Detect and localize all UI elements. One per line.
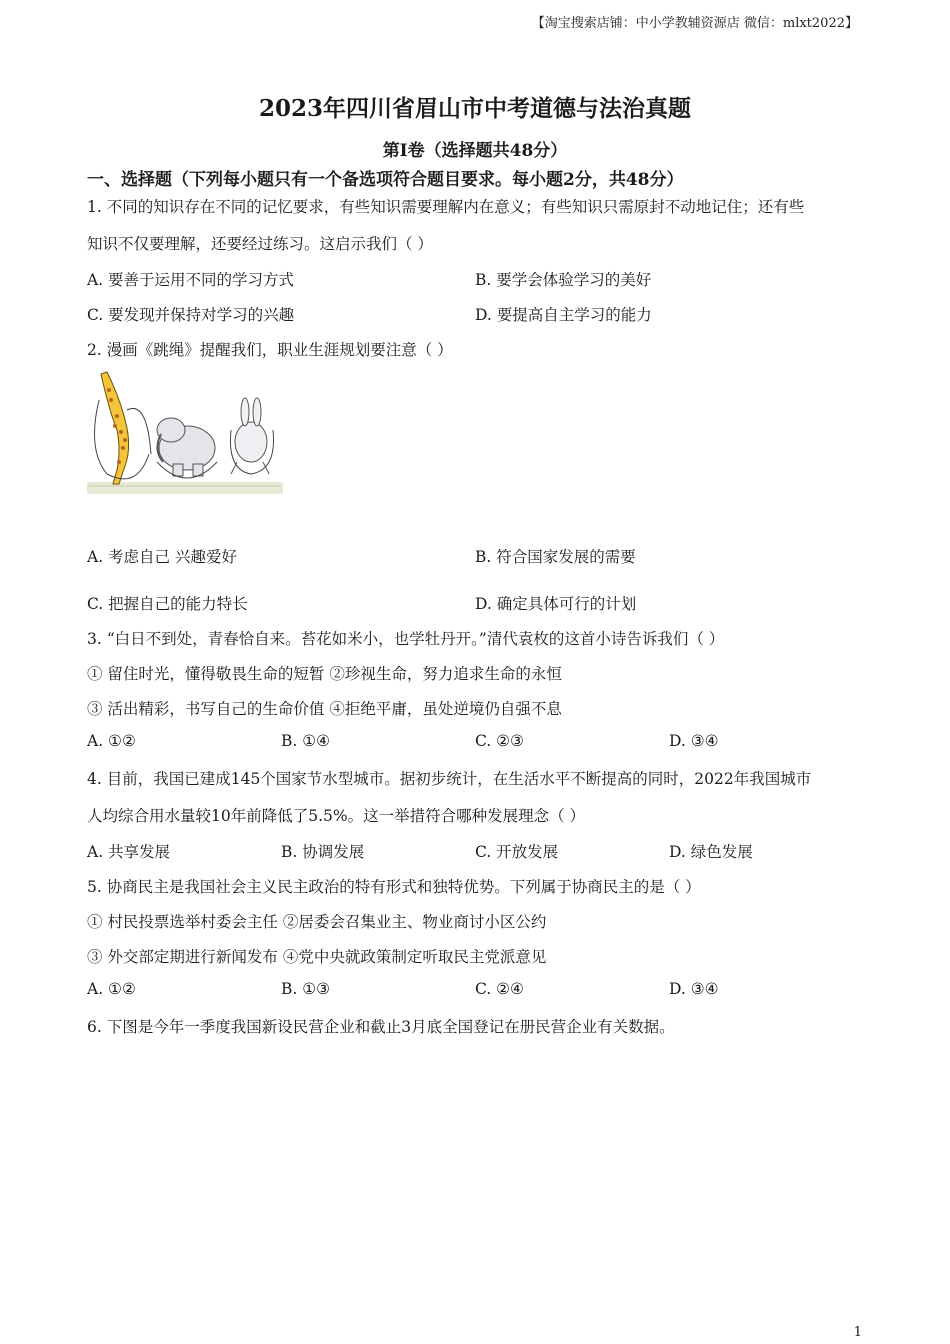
page-title: 2023年四川省眉山市中考道德与法治真题: [258, 95, 691, 122]
jump-rope-cartoon: [87, 370, 283, 494]
q2-option-d: D. 确定具体可行的计划: [475, 595, 637, 613]
q4-option-c: C. 开放发展: [475, 843, 559, 861]
section-heading: 一、选择题（下列每小题只有一个备选项符合题目要求。每小题2分，共48分）: [87, 170, 684, 190]
q3-statements-1: ① 留住时光，懂得敬畏生命的短暂 ②珍视生命，努力追求生命的永恒: [87, 665, 562, 683]
q4-stem-line1: 4. 目前，我国已建成145个国家节水型城市。据初步统计，在生活水平不断提高的同时，2022年我国城市: [87, 770, 812, 788]
q2-stem: 2. 漫画《跳绳》提醒我们，职业生涯规划要注意（ ）: [87, 341, 453, 359]
q1-stem-line2: 知识不仅要理解，还要经过练习。这启示我们（ ）: [87, 235, 433, 253]
q4-option-b: B. 协调发展: [281, 843, 365, 861]
q3-option-b: B. ①④: [281, 732, 331, 750]
part-subtitle: 第I卷（选择题共48分）: [382, 141, 568, 161]
q5-option-a: A. ①②: [87, 980, 136, 998]
q2-option-c: C. 把握自己的能力特长: [87, 595, 248, 613]
q5-statements-1: ① 村民投票选举村委会主任 ②居委会召集业主、物业商讨小区公约: [87, 913, 547, 931]
q4-stem-line2: 人均综合用水量较10年前降低了5.5%。这一举措符合哪种发展理念（ ）: [87, 807, 586, 825]
page-header: 【淘宝搜索店铺：中小学教辅资源店 微信：mlxt2022】: [531, 16, 858, 31]
q3-option-a: A. ①②: [87, 732, 136, 750]
q1-option-b: B. 要学会体验学习的美好: [475, 271, 652, 289]
q4-option-a: A. 共享发展: [87, 843, 171, 861]
page-number: 1: [853, 1325, 862, 1340]
q5-option-c: C. ②④: [475, 980, 524, 998]
q3-statements-2: ③ 活出精彩，书写自己的生命价值 ④拒绝平庸，虽处逆境仍自强不息: [87, 700, 562, 718]
q5-statements-2: ③ 外交部定期进行新闻发布 ④党中央就政策制定听取民主党派意见: [87, 948, 547, 966]
q6-stem: 6. 下图是今年一季度我国新设民营企业和截止3月底全国登记在册民营企业有关数据。: [87, 1018, 675, 1036]
q2-option-a: A. 考虑自己 兴趣爱好: [87, 548, 237, 566]
q1-stem-line1: 1. 不同的知识存在不同的记忆要求，有些知识需要理解内在意义；有些知识只需原封不动地记住；还有些: [87, 198, 805, 216]
q1-option-d: D. 要提高自主学习的能力: [475, 306, 652, 324]
q3-option-c: C. ②③: [475, 732, 524, 750]
q5-stem: 5. 协商民主是我国社会主义民主政治的特有形式和独特优势。下列属于协商民主的是（ ）: [87, 878, 701, 896]
q4-option-d: D. 绿色发展: [669, 843, 753, 861]
q3-stem: 3. “白日不到处，青春恰自来。苔花如米小，也学牡丹开。”清代袁枚的这首小诗告诉我们（ ）: [87, 630, 725, 648]
q3-option-d: D. ③④: [669, 732, 719, 750]
q5-option-b: B. ①③: [281, 980, 331, 998]
q2-option-b: B. 符合国家发展的需要: [475, 548, 636, 566]
q1-option-a: A. 要善于运用不同的学习方式: [87, 271, 295, 289]
q5-option-d: D. ③④: [669, 980, 719, 998]
q1-option-c: C. 要发现并保持对学习的兴趣: [87, 306, 295, 324]
